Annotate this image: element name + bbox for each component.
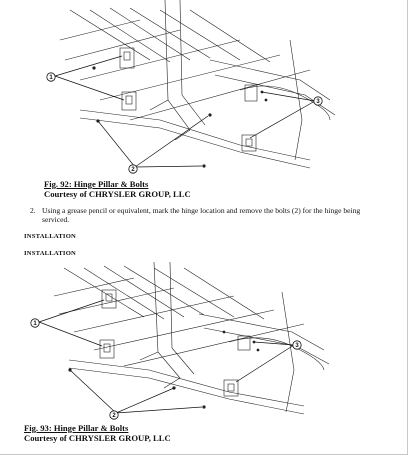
figure-hinge-pillar-bolts-2 (24, 262, 337, 422)
figure-caption-1 (44, 180, 191, 199)
callout-2-label: 2 (112, 413, 116, 420)
callout-1-label: 1 (49, 75, 53, 82)
callout-3-label: 3 (316, 99, 320, 106)
caption-title: Fig. 92: Hinge Pillar & Bolts (44, 179, 149, 189)
callout-3-label: 3 (295, 343, 299, 350)
step-text: Using a grease pencil or equivalent, mark the hinge location and remove the bolts (2) for the hinge being serviced. (42, 206, 361, 225)
figure-hinge-pillar-bolts-1 (40, 0, 340, 178)
callout-2-fig2 (110, 411, 118, 419)
callout-3-fig2 (293, 341, 301, 349)
procedure-step (30, 206, 388, 225)
hinge-pillar-illustration-2 (24, 262, 337, 422)
callout-1-fig2 (31, 319, 39, 327)
hinge-pillar-illustration-1 (40, 0, 340, 178)
caption-credit: Courtesy of CHRYSLER GROUP, LLC (44, 188, 191, 199)
step-number: 2. (30, 206, 36, 215)
callout-2-fig1 (129, 165, 137, 173)
caption-title: Fig. 93: Hinge Pillar & Bolts (24, 423, 129, 433)
callout-1-fig1 (47, 73, 55, 81)
subsection-heading: INSTALLATION (24, 250, 76, 257)
callout-1-label: 1 (33, 321, 37, 328)
figure-caption-2 (24, 424, 171, 443)
callout-3-fig1 (314, 97, 322, 105)
caption-credit: Courtesy of CHRYSLER GROUP, LLC (24, 432, 171, 443)
callout-2-label: 2 (131, 167, 135, 174)
section-heading: INSTALLATION (24, 233, 76, 240)
